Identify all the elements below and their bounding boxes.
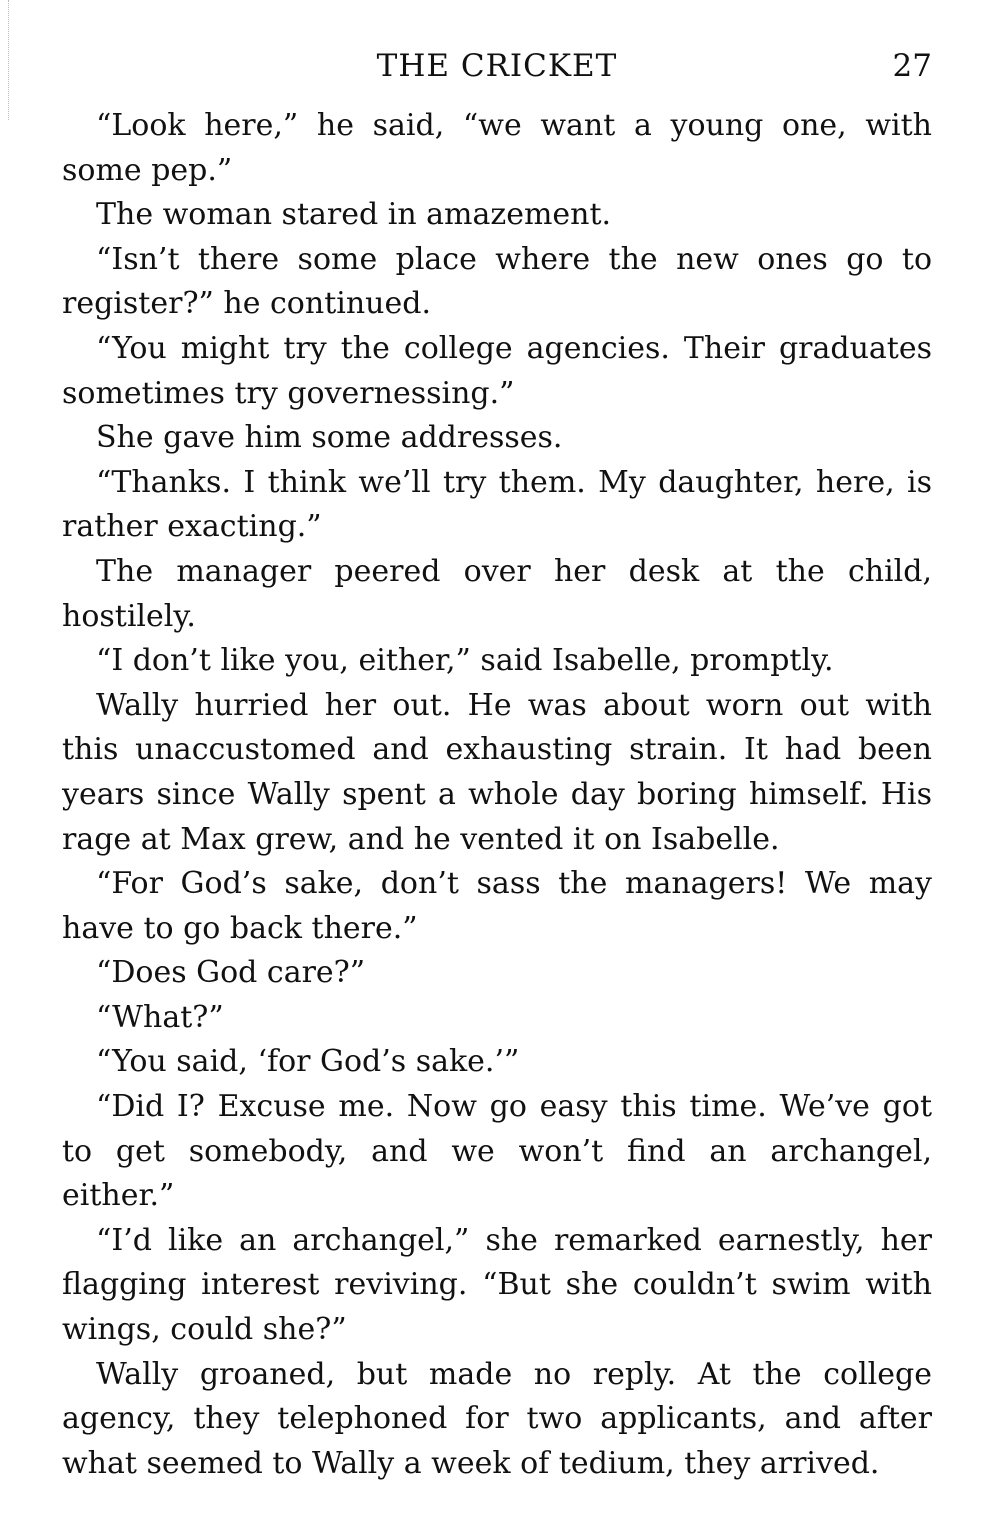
paragraph: “Did I? Excuse me. Now go easy this time. We’ve got to get somebody, and we won’t find an archangel, either.” xyxy=(62,1089,932,1214)
running-title: THE CRICKET xyxy=(376,48,618,84)
running-head xyxy=(62,44,932,88)
paragraph: “Does God care?” xyxy=(96,955,366,991)
paragraph: The manager peered over her desk at the child, hostilely. xyxy=(62,553,932,634)
paragraph: The woman stared in amazement. xyxy=(96,197,612,233)
paragraph: “Thanks. I think we’ll try them. My daughter, here, is rather exacting.” xyxy=(62,464,932,545)
binding-edge-marks xyxy=(8,0,15,120)
paragraph: “You said, ‘for God’s sake.’” xyxy=(96,1044,520,1080)
paragraph: “I’d like an archangel,” she remarked earnestly, her flagging interest reviving. “But she couldn’t swim with wings, could she?” xyxy=(62,1222,932,1348)
paragraph: Wally hurried her out. He was about worn out with this unaccustomed and exhausting strain. It had been years since Wally spent a whole day boring himself. His rage at Max grew, and he vented it on Isabelle. xyxy=(62,687,932,857)
paragraph: “What?” xyxy=(96,999,224,1035)
paragraph: “You might try the college agencies. Their graduates sometimes try governessing.” xyxy=(62,330,932,411)
paragraph: Wally groaned, but made no reply. At the college agency, they telephoned for two applicants, and after what seemed to Wally a week of tedium, they arrived. xyxy=(62,1356,932,1481)
page-number: 27 xyxy=(892,48,932,84)
paragraph: “Isn’t there some place where the new ones go to register?” he continued. xyxy=(62,241,932,322)
paragraph: She gave him some addresses. xyxy=(96,420,563,456)
paragraph: “I don’t like you, either,” said Isabelle, promptly. xyxy=(96,643,834,679)
body-text xyxy=(62,104,932,1486)
paragraph: “Look here,” he said, “we want a young one, with some pep.” xyxy=(62,108,932,188)
paragraph: “For God’s sake, don’t sass the managers! We may have to go back there.” xyxy=(62,866,932,946)
